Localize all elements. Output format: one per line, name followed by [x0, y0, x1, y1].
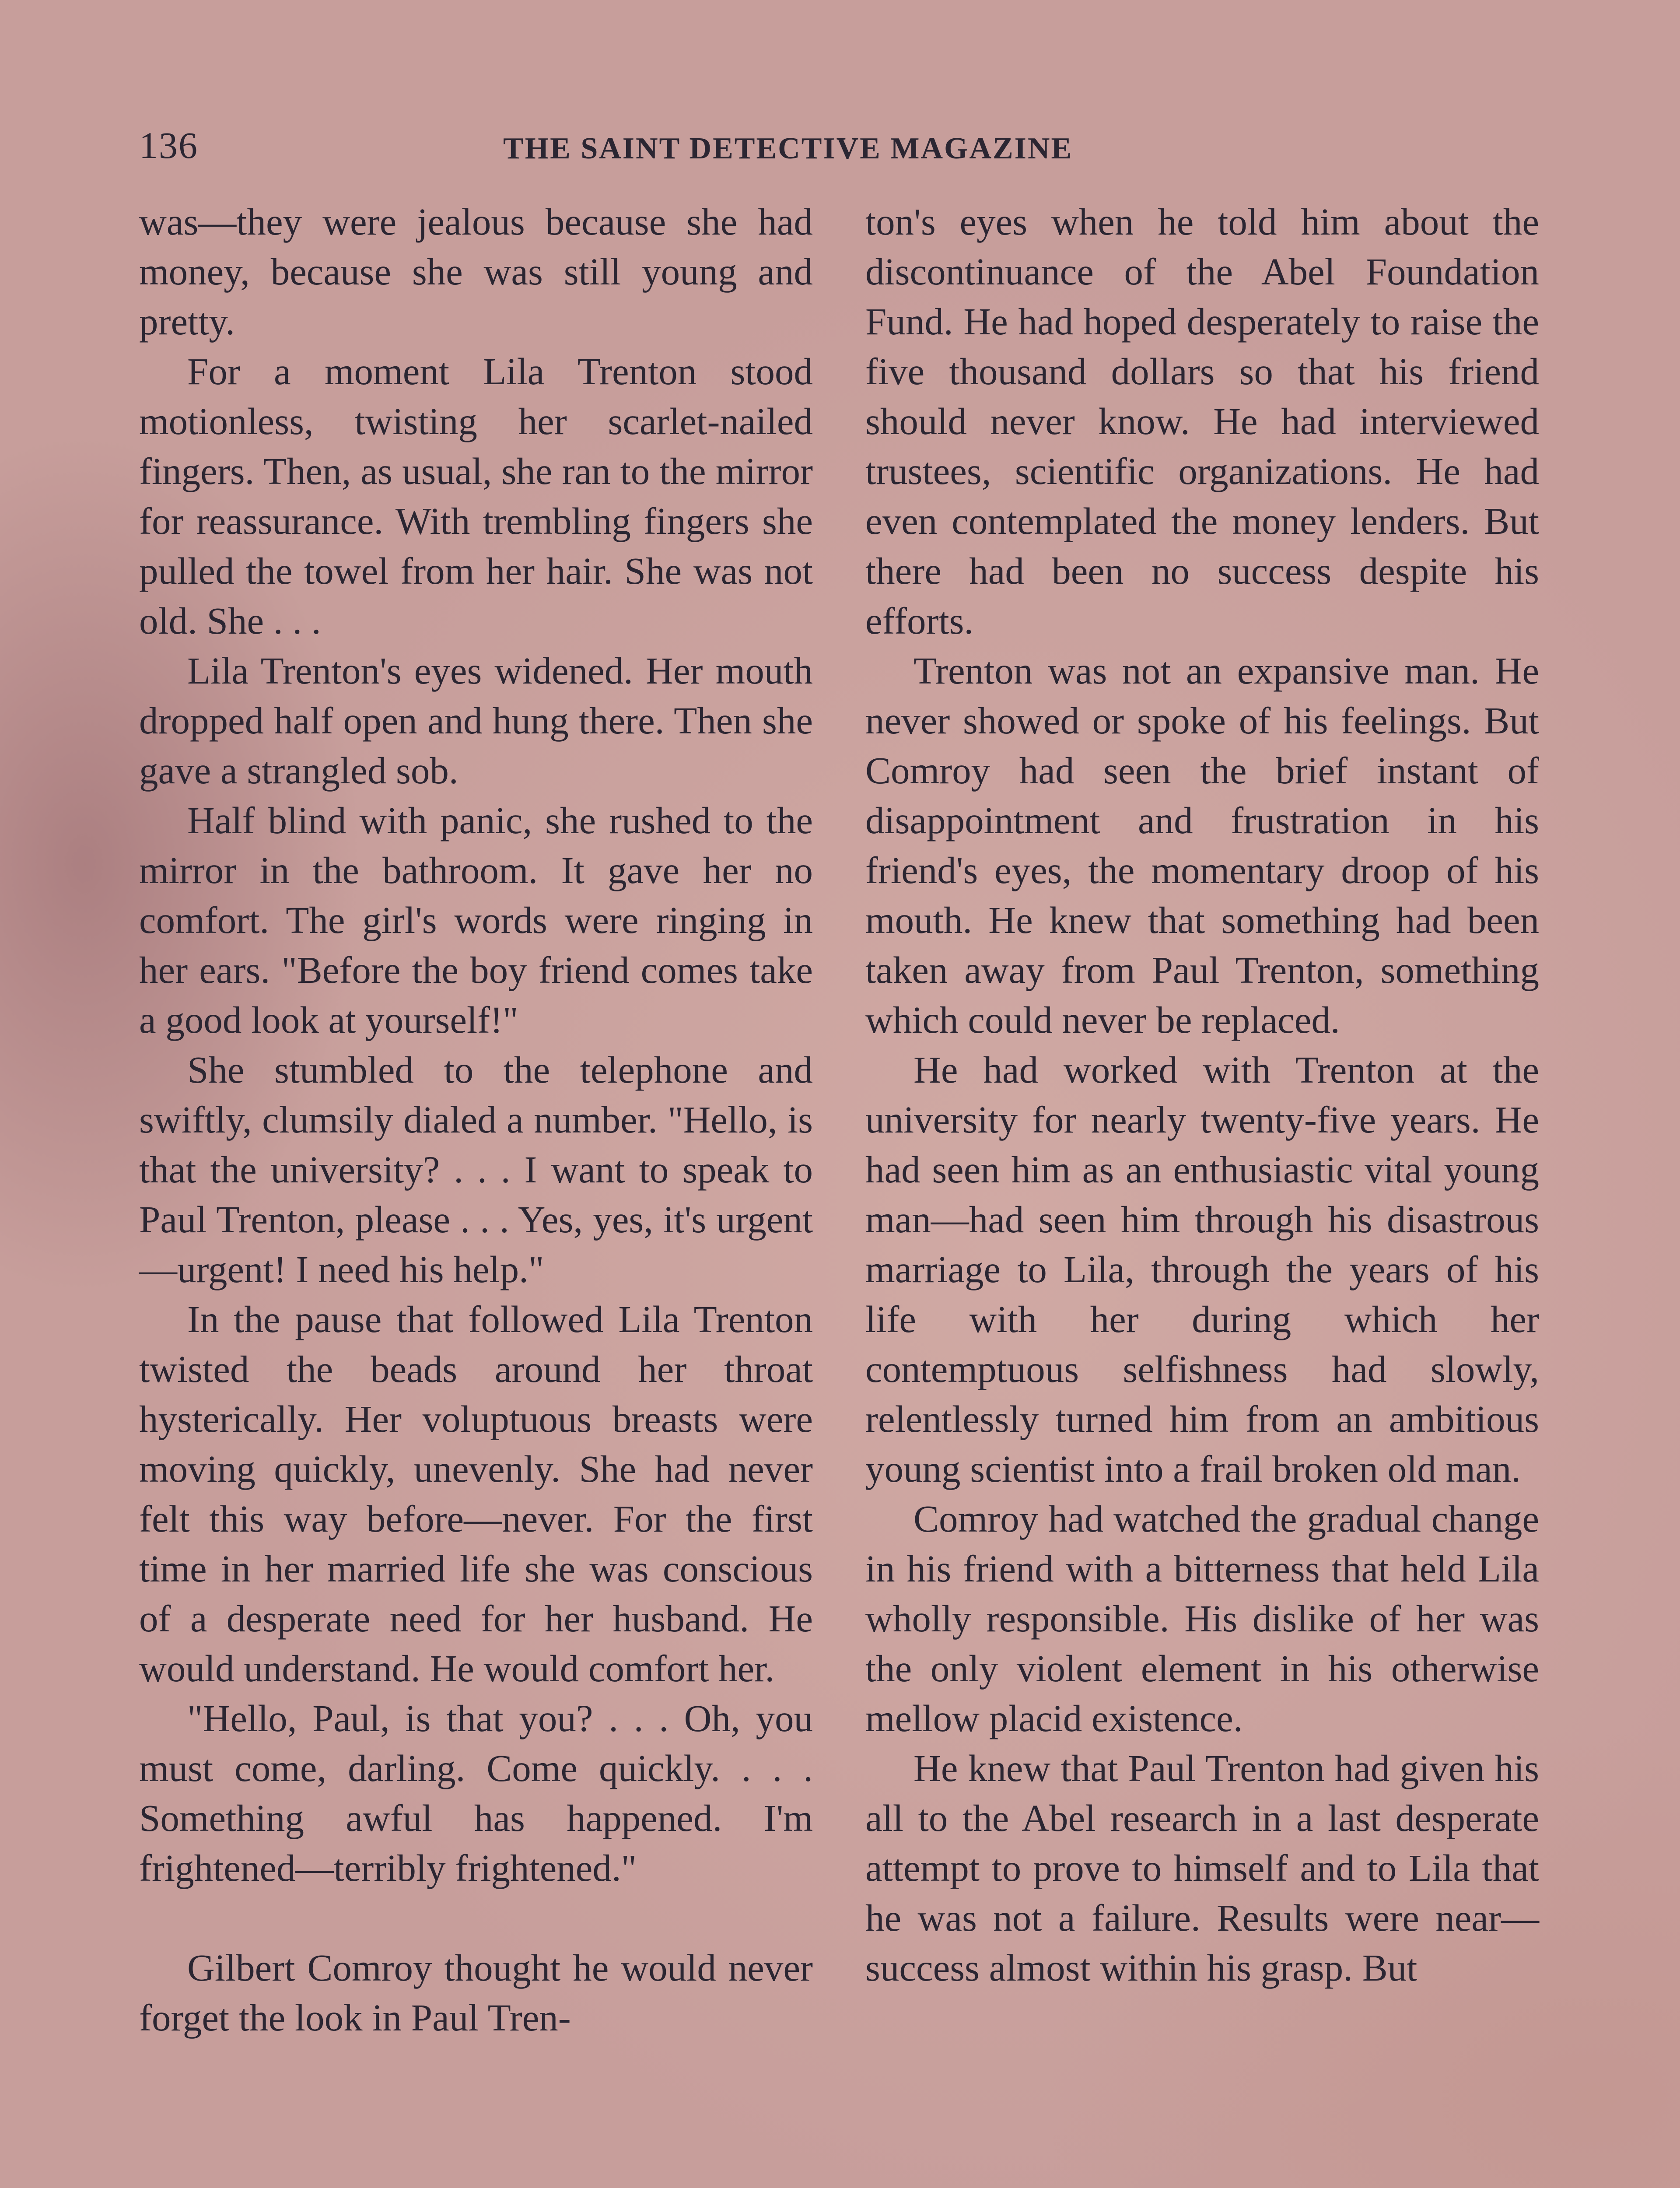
paragraph: In the pause that followed Lila Trenton twisted the beads around her throat hysterically. Her voluptuous breasts were moving quickly, unevenly. She had never felt this way before—never. For the first time in her married life she was conscious of a desperate need for her husband. He would understand. He would comfort her.	[139, 1298, 813, 1690]
paragraph: Comroy had watched the gradual change in his friend with a bitterness that held Lila wholly responsible. His dislike of her was the only violent element in his otherwise mellow placid existence.	[865, 1497, 1539, 1739]
page-number: 136	[139, 124, 198, 166]
paragraph: She stumbled to the telephone and swiftly, clumsily dialed a number. "Hello, is that the university? . . . I want to speak to Paul Trenton, please . . . Yes, yes, it's urgent—urgent! I need his help."	[139, 1048, 813, 1290]
paragraph: Lila Trenton's eyes widened. Her mouth dropped half open and hung there. Then she gave a strangled sob.	[139, 649, 813, 792]
paragraph: was—they were jealous because she had money, because she was still young and pretty.	[139, 200, 813, 343]
right-column	[865, 197, 1539, 1993]
paragraph: He knew that Paul Trenton had given his all to the Abel research in a last desperate attempt to prove to himself and to Lila that he was not a failure. Results were near—success almost within his grasp. But	[865, 1747, 1539, 1989]
paragraph: He had worked with Trenton at the university for nearly twenty-five years. He had seen him as an enthusiastic vital young man—had seen him through his disastrous marriage to Lila, through the years of his life with her during which her contemptuous selfishness had slowly, relentlessly turned him from an ambitious young scientist into a frail broken old man.	[865, 1048, 1539, 1490]
paragraph: ton's eyes when he told him about the discontinuance of the Abel Foundation Fund. He had hoped desperately to raise the five thousand dollars so that his friend should never know. He had interviewed trustees, scientific organizations. He had even contemplated the money lenders. But there had been no success despite his efforts.	[865, 200, 1539, 642]
paragraph: Gilbert Comroy thought he would never forget the look in Paul Tren-	[139, 1946, 813, 2039]
paragraph: Half blind with panic, she rushed to the mirror in the bathroom. It gave her no comfort. The girl's words were ringing in her ears. "Before the boy friend comes take a good look at yourself!"	[139, 799, 813, 1041]
paragraph: For a moment Lila Trenton stood motionless, twisting her scarlet-nailed fingers. Then, as usual, she ran to the mirror for reassurance. With trembling fingers she pulled the towel from her hair. She was not old. She . . .	[139, 350, 813, 642]
running-head: THE SAINT DETECTIVE MAGAZINE	[503, 132, 1073, 165]
paragraph: Trenton was not an expansive man. He never showed or spoke of his feelings. But Comroy had seen the brief instant of disappointment and frustration in his friend's eyes, the momentary droop of his mouth. He knew that something had been taken away from Paul Trenton, something which could never be replaced.	[865, 649, 1539, 1041]
left-column	[139, 197, 813, 2043]
paragraph: "Hello, Paul, is that you? . . . Oh, you must come, darling. Come quickly. . . . Something awful has happened. I'm frightened—terribly frightened."	[139, 1697, 813, 1889]
